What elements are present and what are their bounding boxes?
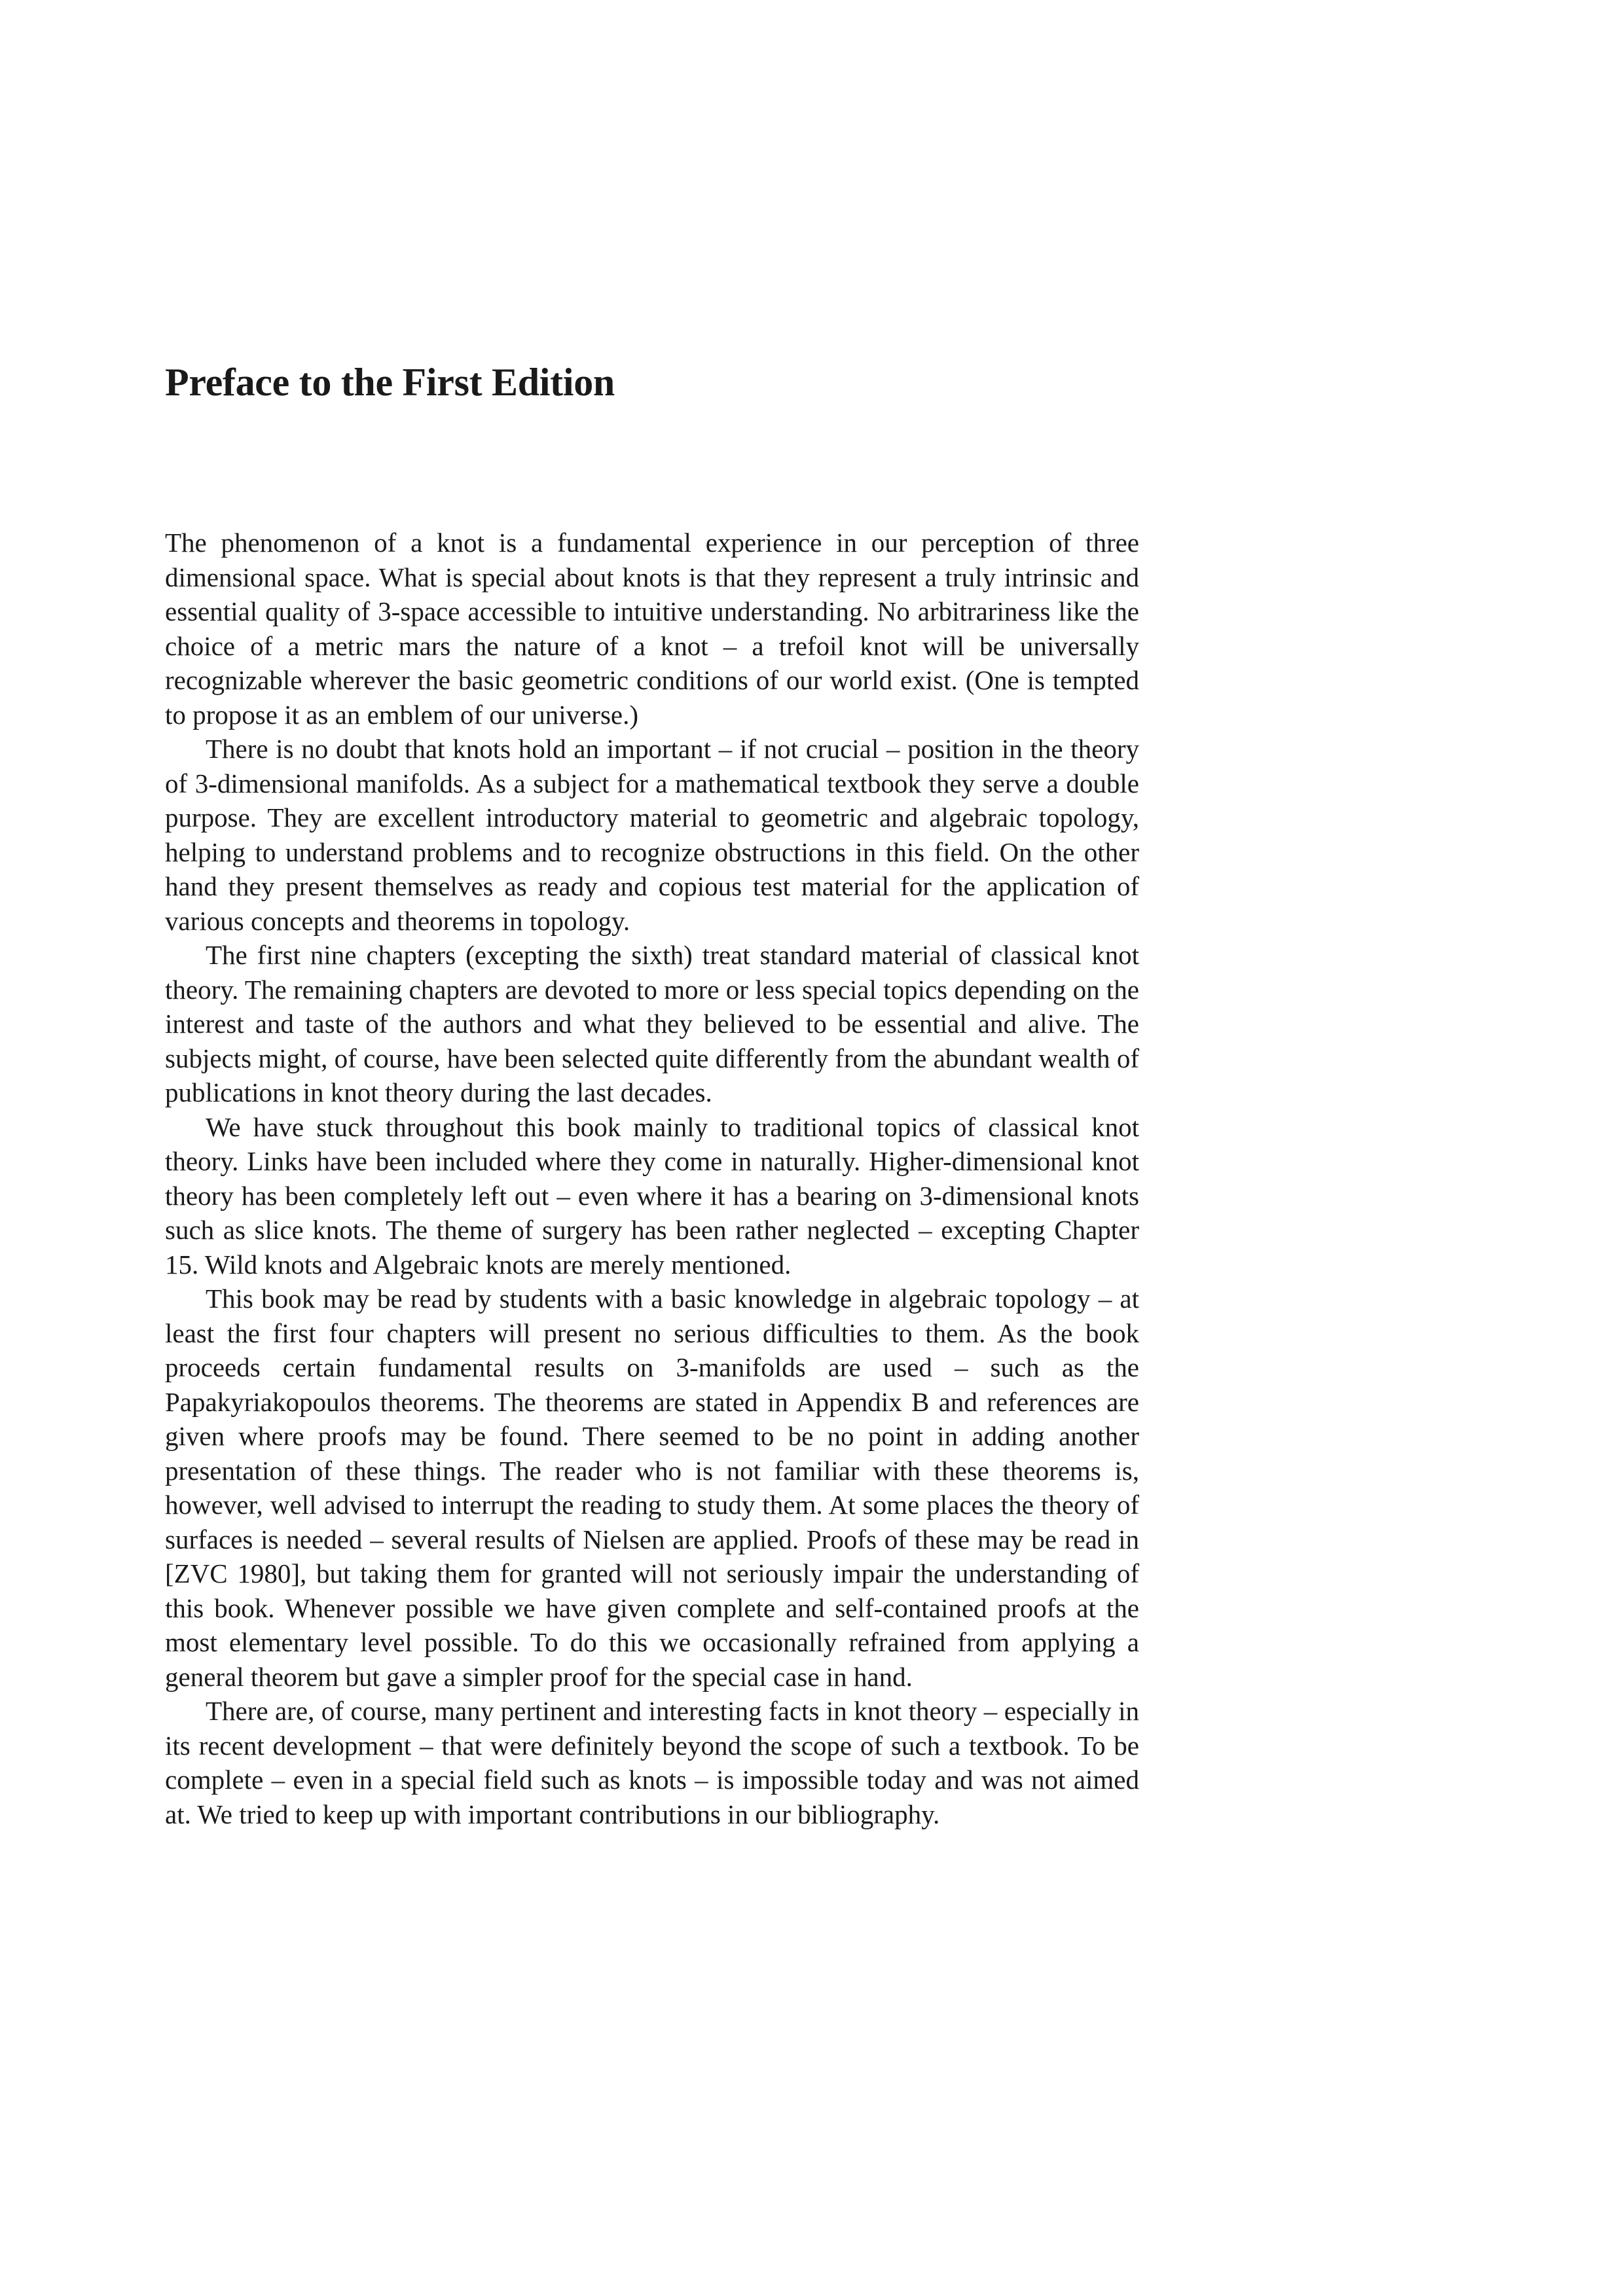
- paragraph-1: The phenomenon of a knot is a fundamental experience in our perception of three dimensional space. What is special about knots is that they represent a truly intrinsic and essential quality of 3-space accessible to intuitive understanding. No arbitrariness like the choice of a metric mars the nature of a knot – a trefoil knot will be universally recognizable wherever the basic geometric conditions of our world exist. (One is tempted to propose it as an emblem of our universe.): [165, 528, 1139, 730]
- paragraph-4: We have stuck throughout this book mainly to traditional topics of classical knot theory. Links have been included where they come in naturally. Higher-dimensional knot theory has been completely left out – even where it has a bearing on 3-dimensional knots such as slice knots. The theme of surgery has been rather neglected – excepting Chapter 15. Wild knots and Algebraic knots are merely mentioned.: [165, 1111, 1139, 1280]
- paragraph-6: There are, of course, many pertinent and interesting facts in knot theory – especially in its recent development – that were definitely beyond the scope of such a textbook. To be complete – even in a special field such as knots – is impossible today and was not aimed at. We tried to keep up with important contributions in our bibliography.: [165, 1696, 1139, 1829]
- paragraph-3: The first nine chapters (excepting the sixth) treat standard material of classical knot theory. The remaining chapters are devoted to more or less special topics depending on the interest and taste of the authors and what they believed to be essential and alive. The subjects might, of course, have been selected quite differently from the abundant wealth of publications in knot theory during the last decades.: [165, 940, 1139, 1107]
- page-title: Preface to the First Edition: [165, 361, 615, 404]
- paragraph-2: There is no doubt that knots hold an important – if not crucial – position in the theory of 3-dimensional manifolds. As a subject for a mathematical textbook they serve a double purpose. They are excellent introductory material to geometric and algebraic topology, helping to understand problems and to recognize obstructions in this field. On the other hand they present themselves as ready and copious test material for the application of various concepts and theorems in topology.: [165, 734, 1139, 936]
- preface-body: [165, 526, 1139, 1831]
- paragraph-5: This book may be read by students with a basic knowledge in algebraic topology – at least the first four chapters will present no serious difficulties to them. As the book proceeds certain fundamental results on 3-manifolds are used – such as the Papakyriakopoulos theorems. The theorems are stated in Appendix B and references are given where proofs may be found. There seemed to be no point in adding another presentation of these things. The reader who is not familiar with these theorems is, however, well advised to interrupt the reading to study them. At some places the theory of surfaces is needed – several results of Nielsen are applied. Proofs of these may be read in [ZVC 1980], but taking them for granted will not seriously impair the understanding of this book. Whenever possible we have given complete and self-contained proofs at the most elementary level possible. To do this we occasionally refrained from applying a general theorem but gave a simpler proof for the special case in hand.: [165, 1283, 1139, 1692]
